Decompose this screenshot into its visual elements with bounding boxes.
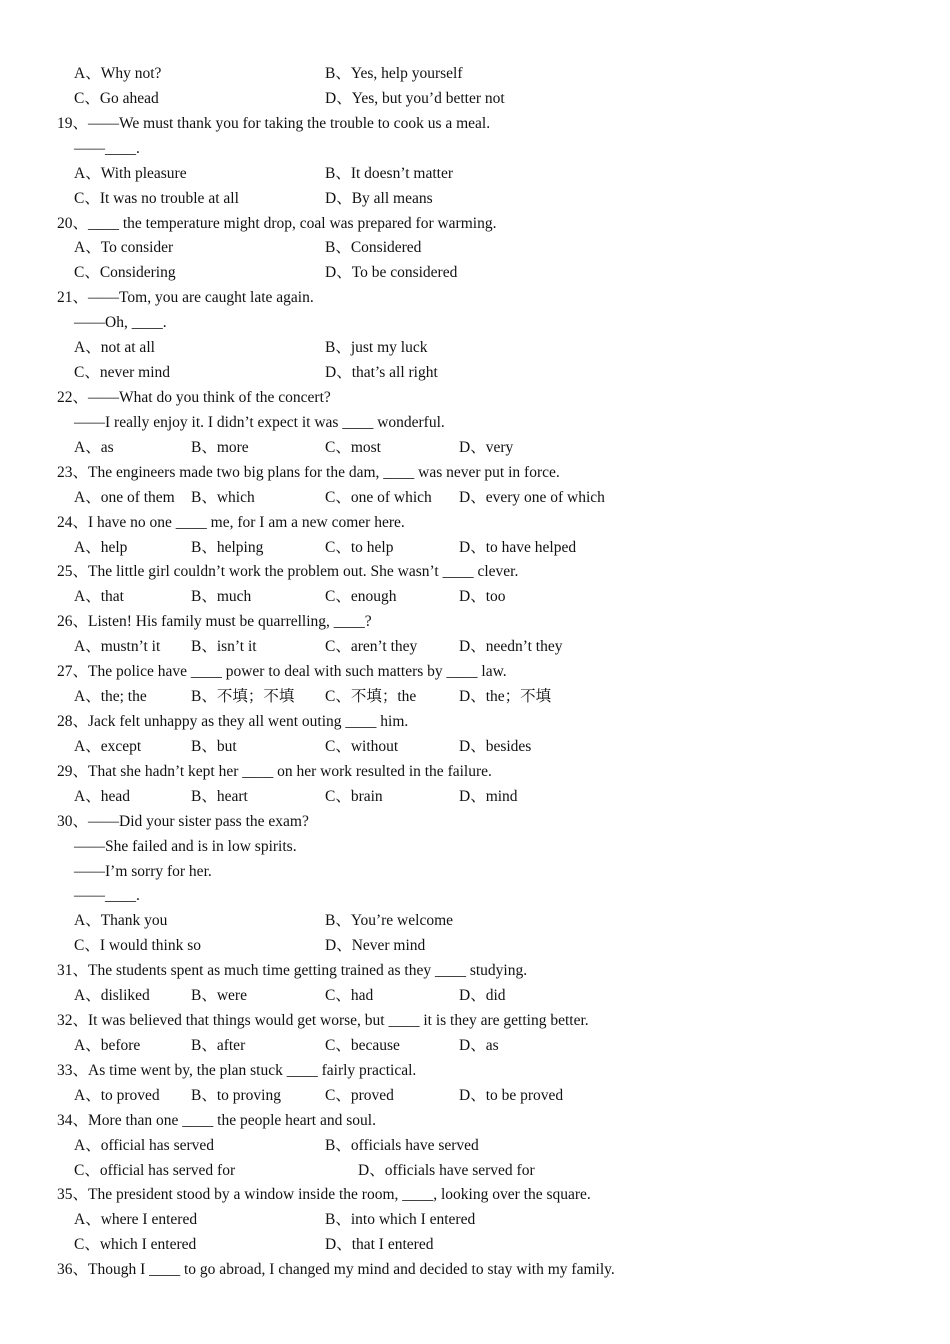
option-row xyxy=(0,1034,950,1059)
option-item: C、had xyxy=(325,987,374,1005)
option-item: C、brain xyxy=(325,787,383,805)
option-item: A、where I entered xyxy=(74,1211,198,1229)
option-item: A、except xyxy=(74,737,142,755)
option-item: A、not at all xyxy=(74,339,155,357)
question-stem: 29、That she hadn’t kept her ____ on her work resulted in the failure. xyxy=(57,762,492,780)
option-row xyxy=(0,62,950,87)
dialogue-line: ——I’m sorry for her. xyxy=(74,862,212,880)
question-stem: 34、More than one ____ the people heart and soul. xyxy=(57,1111,376,1129)
option-item: B、It doesn’t matter xyxy=(325,164,453,182)
option-row xyxy=(0,87,950,112)
option-row xyxy=(0,436,950,461)
option-item: D、By all means xyxy=(325,189,433,207)
option-item: A、that xyxy=(74,588,124,606)
option-item: B、officials have served xyxy=(325,1136,479,1154)
option-row xyxy=(0,1208,950,1233)
option-item: A、mustn’t it xyxy=(74,638,161,656)
option-item: A、To consider xyxy=(74,239,174,257)
option-item: B、Yes, help yourself xyxy=(325,65,463,82)
option-item: B、into which I entered xyxy=(325,1211,476,1229)
option-row xyxy=(0,934,950,959)
option-item: B、just my luck xyxy=(325,339,428,357)
option-item: D、Never mind xyxy=(325,937,426,955)
option-item: A、With pleasure xyxy=(74,164,187,182)
question-stem: 21、——Tom, you are caught late again. xyxy=(57,289,314,307)
option-item: C、because xyxy=(325,1036,400,1054)
question-stem: 26、Listen! His family must be quarrelling, ____? xyxy=(57,613,372,631)
option-item: D、to have helped xyxy=(459,538,577,556)
question-stem: 19、——We must thank you for taking the trouble to cook us a meal. xyxy=(57,114,491,132)
option-item: C、official has served for xyxy=(74,1161,236,1179)
option-row xyxy=(0,735,950,760)
option-row xyxy=(0,1159,950,1184)
question-stem: 25、The little girl couldn’t work the problem out. She wasn’t ____ clever. xyxy=(57,563,519,581)
option-item: B、after xyxy=(191,1036,246,1054)
option-item: B、to proving xyxy=(191,1086,281,1104)
option-item: A、as xyxy=(74,438,114,456)
option-row xyxy=(0,536,950,561)
question-stem: 35、The president stood by a window inside the room, ____, looking over the square. xyxy=(57,1186,591,1204)
question-stem: 22、——What do you think of the concert? xyxy=(57,388,331,406)
option-row xyxy=(0,361,950,386)
option-item: D、officials have served for xyxy=(358,1161,535,1179)
option-item: B、which xyxy=(191,488,255,506)
dialogue-line: ——____. xyxy=(74,887,140,905)
question-stem: 31、The students spent as much time getting trained as they ____ studying. xyxy=(57,962,528,980)
option-item: A、help xyxy=(74,538,128,556)
option-item: A、before xyxy=(74,1036,141,1054)
dialogue-line: ——Oh, ____. xyxy=(74,314,167,332)
option-item: C、one of which xyxy=(325,488,432,506)
option-item: D、too xyxy=(459,588,506,606)
option-row xyxy=(0,1233,950,1258)
option-row xyxy=(0,785,950,810)
option-row xyxy=(0,1084,950,1109)
option-item: B、much xyxy=(191,588,252,606)
dialogue-line: ——____. xyxy=(74,139,140,157)
option-item: B、were xyxy=(191,987,247,1005)
option-item: C、It was no trouble at all xyxy=(74,189,239,207)
option-item: C、aren’t they xyxy=(325,638,418,656)
option-item: C、proved xyxy=(325,1086,394,1104)
option-row xyxy=(0,187,950,212)
question-stem: 32、It was believed that things would get worse, but ____ it is they are getting better. xyxy=(57,1012,589,1030)
option-item: C、I would think so xyxy=(74,937,202,955)
option-item: B、isn’t it xyxy=(191,638,257,656)
exam-page xyxy=(0,62,950,1283)
question-stem: 36、Though I ____ to go abroad, I changed my mind and decided to stay with my family. xyxy=(57,1261,615,1279)
option-row xyxy=(0,261,950,286)
option-item: A、head xyxy=(74,787,130,805)
option-item: C、most xyxy=(325,438,381,456)
question-stem: 30、——Did your sister pass the exam? xyxy=(57,812,309,830)
option-item: C、Go ahead xyxy=(74,89,159,107)
question-stem: 24、I have no one ____ me, for I am a new comer here. xyxy=(57,513,405,531)
option-item: D、Yes, but you’d better not xyxy=(325,89,505,107)
question-stem: 28、Jack felt unhappy as they all went outing ____ him. xyxy=(57,712,409,730)
option-item: D、that I entered xyxy=(325,1236,434,1254)
option-item: D、did xyxy=(459,987,506,1005)
option-item: C、不填；the xyxy=(325,688,417,706)
option-row xyxy=(0,236,950,261)
option-item: A、one of them xyxy=(74,488,175,506)
option-item: C、enough xyxy=(325,588,397,606)
option-item: D、besides xyxy=(459,737,532,755)
option-item: D、to be proved xyxy=(459,1086,564,1104)
option-item: D、that’s all right xyxy=(325,364,438,382)
option-item: C、without xyxy=(325,737,399,755)
option-item: A、to proved xyxy=(74,1086,160,1104)
option-row xyxy=(0,585,950,610)
question-stem: 33、As time went by, the plan stuck ____ fairly practical. xyxy=(57,1061,417,1079)
option-item: C、which I entered xyxy=(74,1236,197,1254)
option-item: B、helping xyxy=(191,538,264,556)
option-item: D、as xyxy=(459,1036,499,1054)
option-item: D、every one of which xyxy=(459,488,605,506)
option-item: D、mind xyxy=(459,787,518,805)
option-item: B、heart xyxy=(191,787,248,805)
option-row xyxy=(0,909,950,934)
option-row xyxy=(0,984,950,1009)
option-item: C、to help xyxy=(325,538,394,556)
option-item: B、more xyxy=(191,438,249,456)
option-item: A、the; the xyxy=(74,688,147,706)
option-item: D、needn’t they xyxy=(459,638,563,656)
option-item: D、the；不填 xyxy=(459,688,552,706)
option-row xyxy=(0,635,950,660)
option-item: C、never mind xyxy=(74,364,170,382)
option-item: A、official has served xyxy=(74,1136,215,1154)
option-row xyxy=(0,336,950,361)
option-item: D、To be considered xyxy=(325,264,458,282)
question-stem: 20、____ the temperature might drop, coal was prepared for warming. xyxy=(57,214,497,232)
option-item: A、Thank you xyxy=(74,912,168,930)
question-stem: 27、The police have ____ power to deal with such matters by ____ law. xyxy=(57,663,507,681)
option-item: B、You’re welcome xyxy=(325,912,454,930)
option-item: B、but xyxy=(191,737,237,755)
option-item: B、不填；不填 xyxy=(191,688,295,706)
option-row xyxy=(0,685,950,710)
option-item: C、Considering xyxy=(74,264,176,282)
dialogue-line: ——I really enjoy it. I didn’t expect it was ____ wonderful. xyxy=(74,413,445,431)
option-row xyxy=(0,162,950,187)
dialogue-line: ——She failed and is in low spirits. xyxy=(74,837,297,855)
option-item: D、very xyxy=(459,438,514,456)
option-row xyxy=(0,486,950,511)
option-item: A、Why not? xyxy=(74,65,162,82)
option-item: A、disliked xyxy=(74,987,150,1005)
question-stem: 23、The engineers made two big plans for the dam, ____ was never put in force. xyxy=(57,463,560,481)
option-row xyxy=(0,1134,950,1159)
option-item: B、Considered xyxy=(325,239,422,257)
